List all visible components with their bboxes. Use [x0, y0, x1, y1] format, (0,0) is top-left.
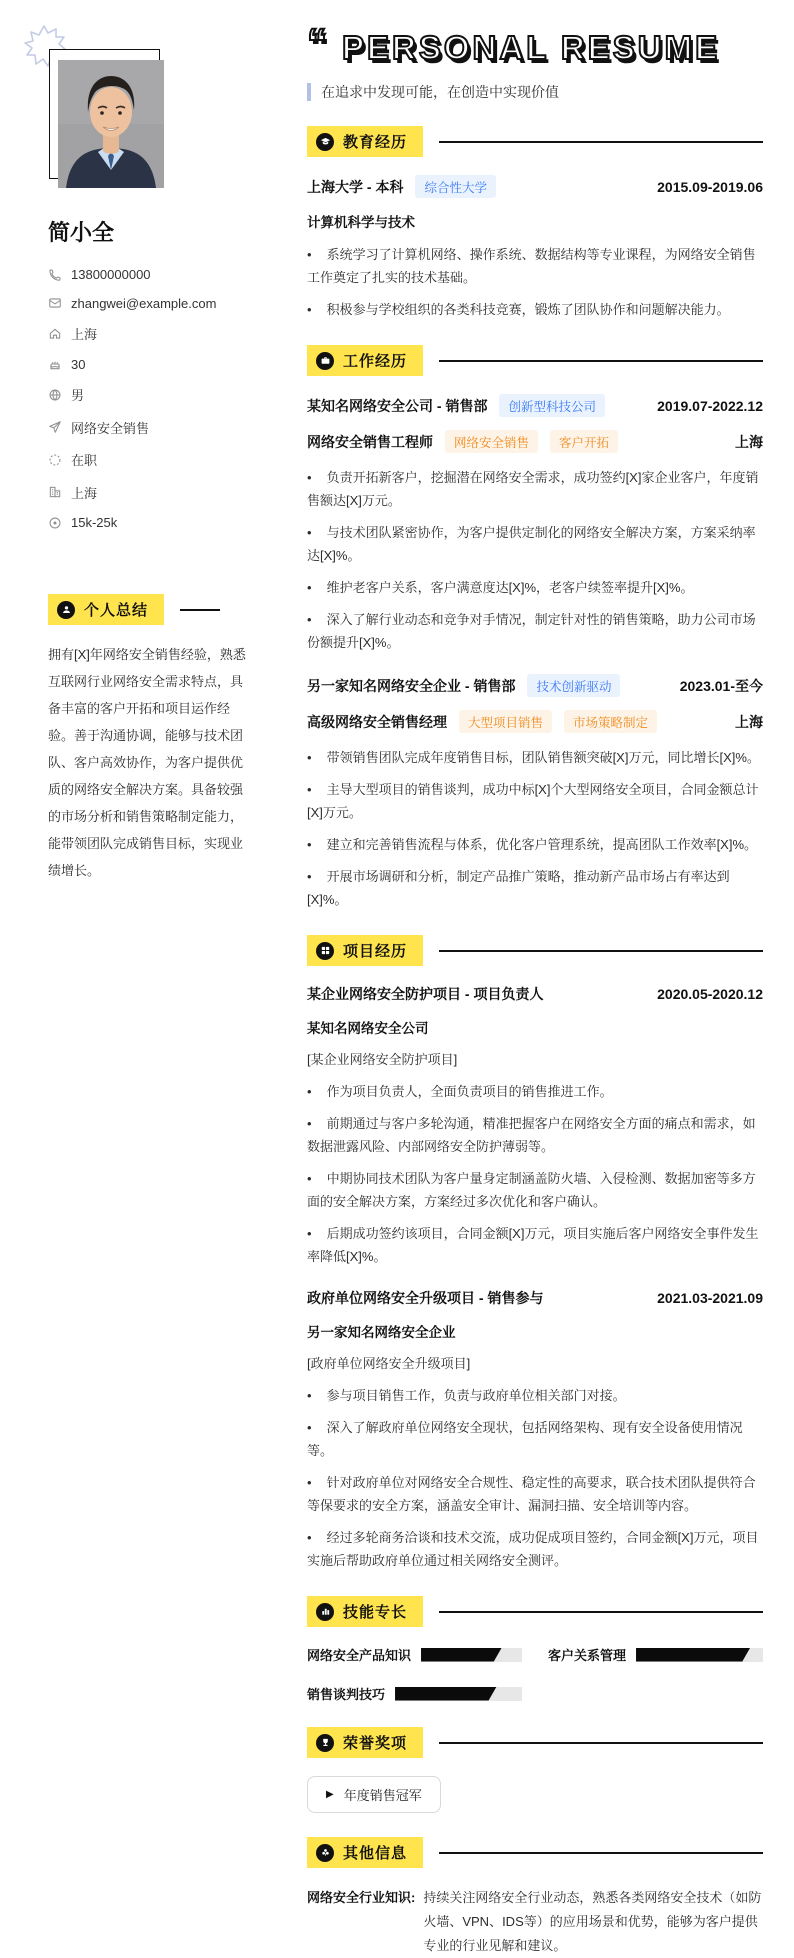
job-title: 高级网络安全销售经理: [307, 713, 447, 730]
user-icon: [57, 601, 75, 619]
divider-line: [439, 1742, 763, 1744]
projects-chip: [307, 935, 423, 966]
play-triangle-icon: ▶: [326, 1789, 334, 1800]
bullet: • 针对政府单位对网络安全合规性、稳定性的高要求，联合技术团队提供符合等保要求的安全方案，涵盖安全审计、漏洞扫描、安全培训等内容。: [307, 1471, 763, 1517]
gender-icon: [48, 388, 62, 402]
summary-text: 拥有[X]年网络安全销售经验，熟悉互联网行业网络安全需求特点，具备丰富的客户开拓和项目运作经验。善于沟通协调，能够与技术团队、客户高效协作，为客户提供优质的网络安全解决方案。具备较强的市场分析和销售策略制定能力，能带领团队完成销售目标，实现业绩增长。: [48, 647, 246, 878]
project-date: 2021.03-2021.09: [657, 1290, 763, 1306]
bullet: • 系统学习了计算机网络、操作系统、数据结构等专业课程，为网络安全销售工作奠定了扎实的技术基础。: [307, 243, 763, 289]
tagline-accent-bar: [307, 83, 311, 101]
divider-line: [439, 141, 763, 143]
bullet: • 中期协同技术团队为客户量身定制涵盖防火墙、入侵检测、数据加密等多方面的安全解决方案，方案经过多次优化和客户确认。: [307, 1167, 763, 1213]
other-info-text: 持续关注网络安全行业动态，熟悉各类网络安全技术（如防火墙、VPN、IDS等）的应用场景和优势，能够为客户提供专业的行业见解和建议。: [423, 1890, 762, 1953]
skill-item: [307, 1645, 522, 1664]
company-name: 另一家知名网络安全企业 - 销售部: [307, 677, 516, 694]
salary-icon: [48, 516, 62, 530]
contact-value: 上海: [71, 327, 98, 342]
phone-icon: [48, 268, 62, 282]
contact-email: [48, 296, 255, 311]
divider-line: [180, 609, 220, 611]
contact-value: 网络安全销售: [71, 420, 150, 436]
skill-item: [307, 1684, 522, 1703]
contact-value: 30: [71, 356, 86, 372]
education-chip: [307, 126, 423, 157]
skills-grid: [307, 1645, 763, 1703]
other-info-label: 网络安全行业知识:: [307, 1890, 416, 1905]
summary-section-header: [48, 594, 255, 625]
company-tag: 创新型科技公司: [499, 394, 605, 417]
bullet: • 负责开拓新客户，挖掘潜在网络安全需求，成功签约[X]家企业客户，年度销售额达[X]万元。: [307, 466, 763, 512]
bullet: • 深入了解政府单位网络安全现状，包括网络架构、现有安全设备使用情况等。: [307, 1416, 763, 1462]
page-title: PERSONAL RESUME: [342, 29, 721, 66]
section-title: 项目经历: [343, 943, 408, 960]
section-title: 荣誉奖项: [343, 1735, 408, 1752]
contact-salary: [48, 515, 255, 530]
work-location: 上海: [735, 713, 763, 730]
home-icon: [48, 327, 62, 341]
contact-value: 上海: [71, 485, 98, 501]
contact-value: zhangwei@example.com: [71, 295, 217, 311]
bullet: • 经过多轮商务洽谈和技术交流，成功促成项目签约，合同金额[X]万元，项目实施后帮助政府单位通过相关网络安全测评。: [307, 1526, 763, 1572]
summary-title: 个人总结: [84, 602, 149, 619]
work-section: [307, 345, 763, 911]
project-entry: [307, 1288, 763, 1572]
skill-bar: [395, 1687, 522, 1701]
bullet: • 维护老客户关系，客户满意度达[X]%，老客户续签率提升[X]%。: [307, 576, 763, 599]
building-icon: [48, 485, 62, 499]
divider-line: [439, 360, 763, 362]
summary-chip: [48, 594, 164, 625]
skill-bar: [421, 1648, 522, 1662]
work-header: [307, 345, 763, 376]
work-date: 2023.01-至今: [679, 677, 763, 694]
education-date: 2015.09-2019.06: [657, 178, 763, 195]
project-date: 2020.05-2020.12: [657, 986, 763, 1002]
contact-status: [48, 450, 255, 469]
contact-value: 在职: [71, 453, 98, 468]
contact-city: [48, 483, 255, 502]
education-header: [307, 126, 763, 157]
bullet: • 建立和完善销售流程与体系，优化客户管理系统，提高团队工作效率[X]%。: [307, 833, 763, 856]
honors-chip: [307, 1727, 423, 1758]
contact-value: 男: [71, 388, 85, 403]
resume-sidebar: [40, 28, 255, 1617]
honors-section: [307, 1727, 763, 1813]
status-icon: [48, 453, 62, 467]
skills-section: [307, 1596, 763, 1703]
role-tag: 市场策略制定: [564, 710, 657, 733]
bullet: • 参与项目销售工作，负责与政府单位相关部门对接。: [307, 1384, 763, 1407]
bullet: • 主导大型项目的销售谈判，成功中标[X]个大型网络安全项目，合同金额总计[X]万元。: [307, 778, 763, 824]
work-chip: [307, 345, 423, 376]
project-name: 某企业网络安全防护项目 - 项目负责人: [307, 986, 544, 1002]
contact-location: [48, 324, 255, 343]
bullet: • 带领销售团队完成年度销售目标，团队销售额突破[X]万元，同比增长[X]%。: [307, 746, 763, 769]
project-name: 政府单位网络安全升级项目 - 销售参与: [307, 1290, 544, 1306]
divider-line: [439, 1852, 763, 1854]
skills-header: [307, 1596, 763, 1627]
bullet: • 积极参与学校组织的各类科技竞赛，锻炼了团队协作和问题解决能力。: [307, 298, 763, 321]
education-section: [307, 126, 763, 321]
bar-chart-icon: [316, 1603, 334, 1621]
school-name: 上海大学 - 本科: [307, 178, 404, 195]
contact-age: [48, 357, 255, 372]
work-date: 2019.07-2022.12: [657, 397, 763, 414]
contact-job-intention: [48, 418, 255, 437]
contact-list: [48, 267, 255, 530]
graduation-cap-icon: [316, 133, 334, 151]
profile-photo-frame: [58, 60, 164, 188]
projects-header: [307, 935, 763, 966]
skill-bar: [636, 1648, 763, 1662]
skill-item: [548, 1645, 763, 1664]
bullet: • 前期通过与客户多轮沟通，精准把握客户在网络安全方面的痛点和需求，如数据泄露风险、内部网络安全防护薄弱等。: [307, 1112, 763, 1158]
role-tag: 网络安全销售: [445, 430, 538, 453]
profile-photo: [58, 60, 164, 188]
age-icon: [48, 357, 62, 371]
other-section: [307, 1837, 763, 1958]
tagline: [307, 82, 763, 102]
work-entry: [307, 394, 763, 654]
section-title: 其他信息: [343, 1845, 408, 1862]
project-company: 另一家知名网络安全企业: [307, 1325, 456, 1340]
divider-line: [439, 950, 763, 952]
project-company: 某知名网络安全公司: [307, 1021, 429, 1036]
honor-item: [307, 1776, 441, 1813]
paper-plane-icon: [48, 420, 62, 434]
job-title: 网络安全销售工程师: [307, 433, 433, 450]
bullet: • 开展市场调研和分析，制定产品推广策略，推动新产品市场占有率达到[X]%。: [307, 865, 763, 911]
mail-icon: [48, 296, 62, 310]
other-header: [307, 1837, 763, 1868]
briefcase-icon: [316, 352, 334, 370]
skill-name: 客户关系管理: [548, 1648, 627, 1663]
other-info-row: [307, 1886, 763, 1958]
resume-main: [307, 21, 763, 1953]
section-title: 工作经历: [343, 353, 408, 370]
project-subtitle: [政府单位网络安全升级项目]: [307, 1356, 471, 1371]
major: 计算机科学与技术: [307, 215, 415, 230]
section-title: 教育经历: [343, 134, 408, 151]
section-title: 技能专长: [343, 1604, 408, 1621]
honor-label: 年度销售冠军: [343, 1788, 422, 1803]
bullet: • 与技术团队紧密协作，为客户提供定制化的网络安全解决方案，方案采纳率达[X]%。: [307, 521, 763, 567]
skills-chip: [307, 1596, 423, 1627]
bullet: • 深入了解行业动态和竞争对手情况，制定针对性的销售策略，助力公司市场份额提升[X]%。: [307, 608, 763, 654]
contact-phone: [48, 267, 255, 282]
contact-value: 13800000000: [71, 267, 151, 282]
clover-icon: [316, 1844, 334, 1862]
role-tag: 大型项目销售: [459, 710, 552, 733]
project-subtitle: [某企业网络安全防护项目]: [307, 1052, 458, 1067]
candidate-name: 简小全: [48, 220, 115, 245]
work-entry: [307, 674, 763, 911]
quote-mark: “: [307, 21, 330, 65]
role-tag: 客户开拓: [550, 430, 618, 453]
contact-value: 15k-25k: [71, 515, 118, 530]
school-tag: 综合性大学: [415, 175, 496, 198]
divider-line: [439, 1611, 763, 1613]
bullet: • 作为项目负责人，全面负责项目的销售推进工作。: [307, 1080, 763, 1103]
projects-section: [307, 935, 763, 1572]
company-tag: 技术创新驱动: [527, 674, 620, 697]
bullet: • 后期成功签约该项目，合同金额[X]万元，项目实施后客户网络安全事件发生率降低[X]%。: [307, 1222, 763, 1268]
company-name: 某知名网络安全公司 - 销售部: [307, 397, 488, 414]
skill-name: 网络安全产品知识: [307, 1648, 412, 1663]
tagline-text: 在追求中发现可能，在创造中实现价值: [321, 84, 559, 100]
project-entry: [307, 984, 763, 1268]
skill-name: 销售谈判技巧: [307, 1687, 386, 1702]
education-entry: [307, 175, 763, 321]
contact-gender: [48, 385, 255, 404]
trophy-icon: [316, 1734, 334, 1752]
main-title: [307, 21, 763, 68]
honors-header: [307, 1727, 763, 1758]
grid-icon: [316, 942, 334, 960]
other-chip: [307, 1837, 423, 1868]
work-location: 上海: [735, 433, 763, 450]
